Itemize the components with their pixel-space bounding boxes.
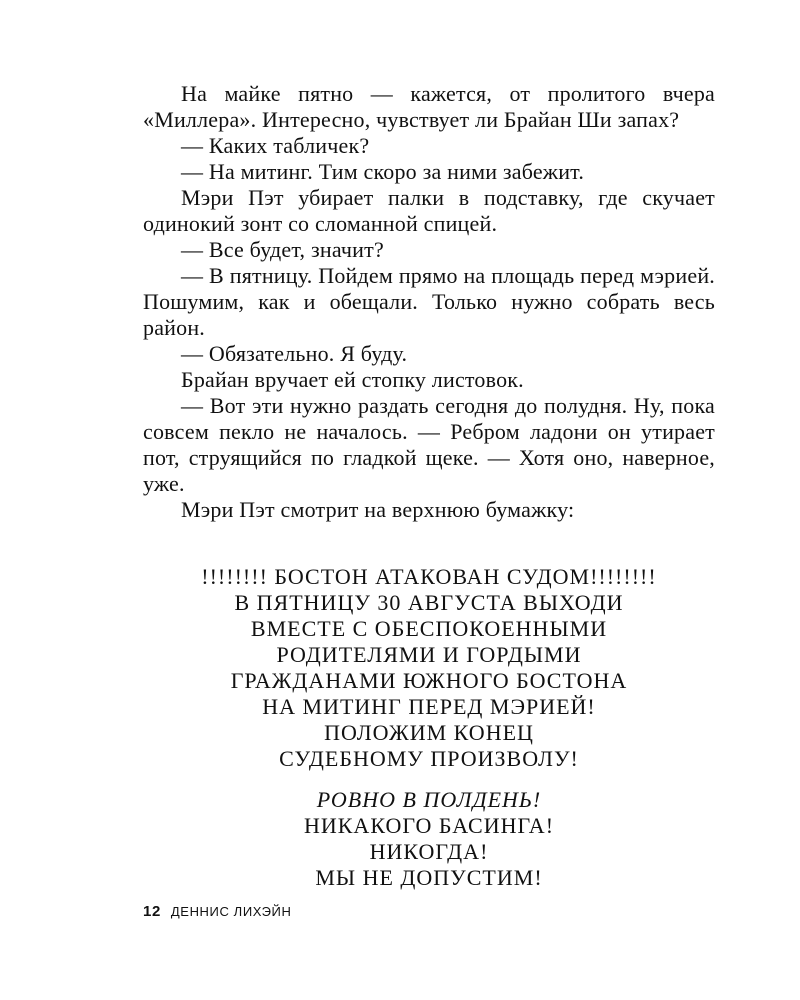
flyer-line: НИКОГДА! bbox=[369, 839, 489, 864]
paragraph: Мэри Пэт убирает палки в подставку, где скучает одинокий зонт со сломанной спицей. bbox=[143, 185, 715, 236]
paragraph: — Все будет, значит? bbox=[181, 237, 384, 262]
paragraph: — Каких табличек? bbox=[181, 133, 370, 158]
flyer-line: СУДЕБНОМУ ПРОИЗВОЛУ! bbox=[279, 746, 579, 771]
flyer-line: ВМЕСТЕ С ОБЕСПОКОЕННЫМИ bbox=[250, 616, 608, 641]
body-text bbox=[143, 81, 715, 523]
page-footer bbox=[143, 903, 291, 920]
paragraph: — На митинг. Тим скоро за ними забежит. bbox=[181, 159, 585, 184]
paragraph: — Вот эти нужно раздать сегодня до полудня. Ну, пока совсем пекло не началось. — Ребром ладони он утирает пот, струящийся по гладкой щеке. — Хотя оно, наверное, уже. bbox=[143, 393, 715, 496]
running-author: ДЕННИС ЛИХЭЙН bbox=[170, 904, 292, 919]
flyer-text bbox=[143, 564, 715, 772]
page-number: 12 bbox=[143, 903, 161, 920]
paragraph: — В пятницу. Пойдем прямо на площадь перед мэрией. Пошумим, как и обещали. Только нужно собрать весь район. bbox=[143, 263, 715, 340]
paragraph: Брайан вручает ей стопку листовок. bbox=[181, 367, 524, 392]
flyer-closing bbox=[143, 787, 715, 891]
flyer-line: ПОЛОЖИМ КОНЕЦ bbox=[324, 720, 534, 745]
paragraph: На майке пятно — кажется, от пролитого вчера «Миллера». Интересно, чувствует ли Брайан Ши запах? bbox=[143, 81, 715, 132]
paragraph: Мэри Пэт смотрит на верхнюю бумажку: bbox=[181, 497, 575, 522]
flyer-line: !!!!!!!! БОСТОН АТАКОВАН СУДОМ!!!!!!!! bbox=[201, 564, 657, 589]
flyer-italic-line: РОВНО В ПОЛДЕНЬ! bbox=[316, 787, 542, 812]
flyer-line: МЫ НЕ ДОПУСТИМ! bbox=[315, 865, 543, 890]
flyer-line: ГРАЖДАНАМИ ЮЖНОГО БОСТОНА bbox=[230, 668, 628, 693]
flyer-line: В ПЯТНИЦУ 30 АВГУСТА ВЫХОДИ bbox=[234, 590, 624, 615]
flyer-line: НИКАКОГО БАСИНГА! bbox=[303, 813, 555, 838]
paragraph: — Обязательно. Я буду. bbox=[181, 341, 408, 366]
flyer-line: НА МИТИНГ ПЕРЕД МЭРИЕЙ! bbox=[262, 694, 596, 719]
flyer-line: РОДИТЕЛЯМИ И ГОРДЫМИ bbox=[276, 642, 582, 667]
